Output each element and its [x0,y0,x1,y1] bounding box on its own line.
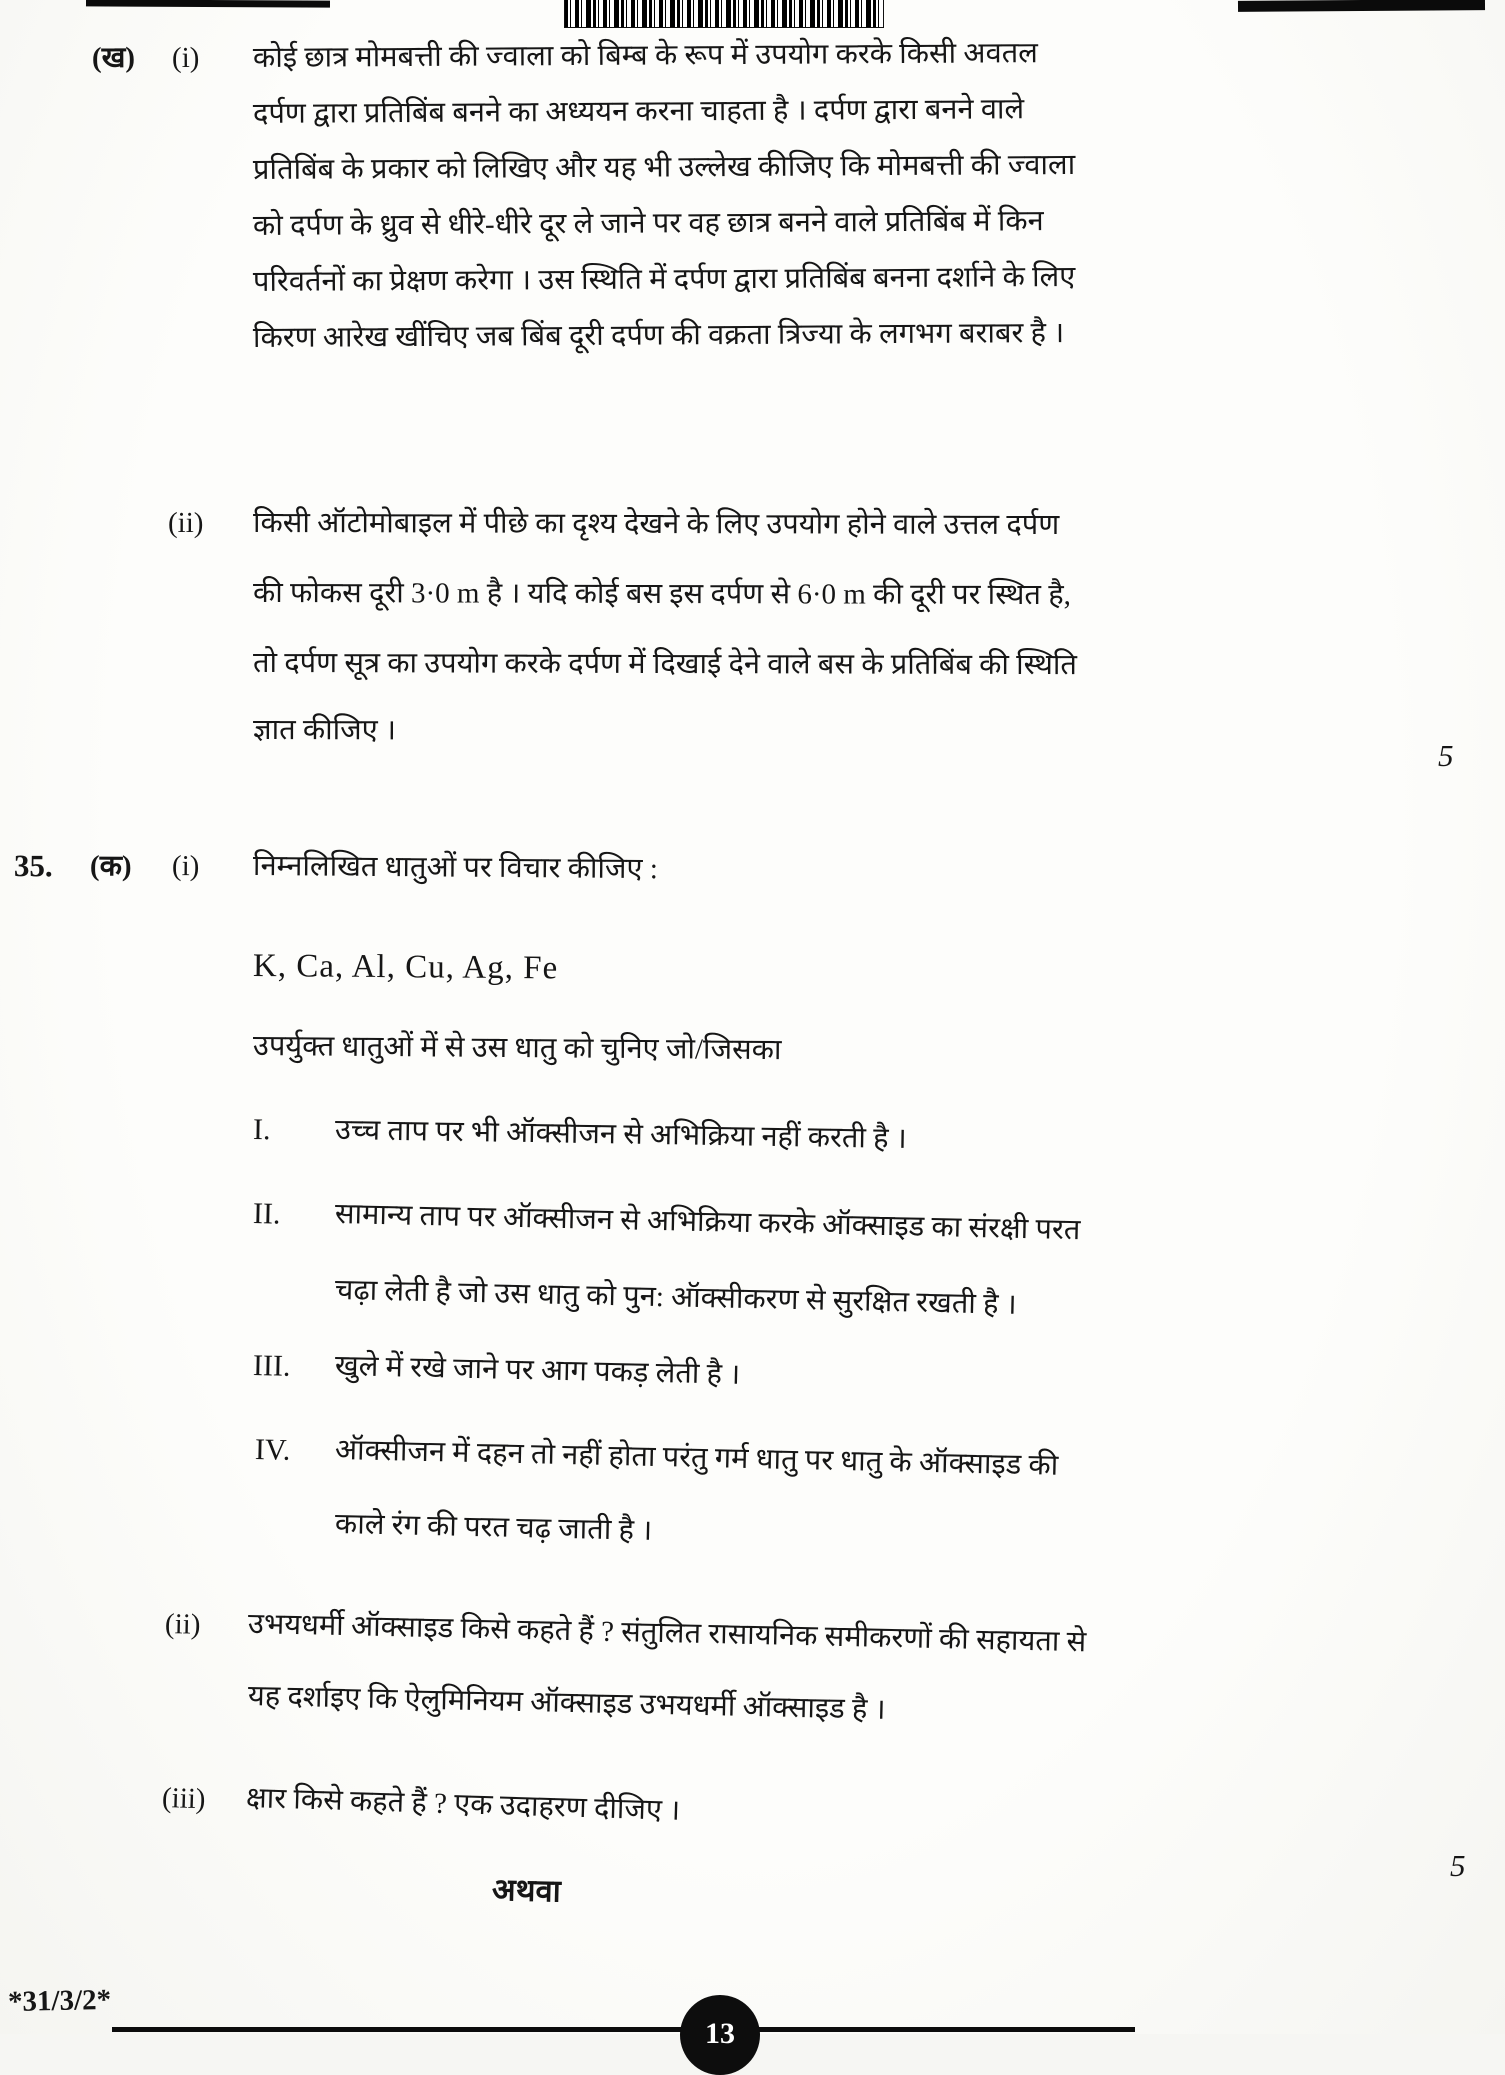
q34b-i-line-3: प्रतिबिंब के प्रकार को लिखिए और यह भी उल्लेख कीजिए कि मोमबत्ती की ज्वाला [252,148,1076,186]
q35-item-III-label: III. [252,1349,291,1383]
q35-item-I-label: I. [252,1113,271,1147]
q34b-i-line-6: किरण आरेख खींचिए जब बिंब दूरी दर्पण की वक्रता त्रिज्या के लगभग बराबर है । [252,317,1065,354]
marks-badge-2: 5 [1450,1848,1466,1883]
q35-i-metal-list: K, Ca, Al, Cu, Ag, Fe [252,948,559,987]
q35-item-II-label: II. [252,1197,281,1231]
q35-item-IV-line-2: काले रंग की परत चढ़ जाती है । [334,1508,653,1547]
q34b-ii-label: (ii) [167,507,204,540]
scan-artifact-top-left [86,0,330,8]
q34b-ii-line-4: ज्ञात कीजिए । [252,714,397,747]
q34b-i-line-5: परिवर्तनों का प्रेक्षण करेगा । उस स्थिति में दर्पण द्वारा प्रतिबिंब बनना दर्शाने के लिए [252,260,1076,298]
marks-badge-1: 5 [1438,738,1454,773]
page-number: 13 [705,2017,735,2050]
q35-section-label: (क) [89,850,132,883]
q34b-i-line-2: दर्पण द्वारा प्रतिबिंब बनने का अध्ययन करना चाहता है । दर्पण द्वारा बनने वाले [252,93,1025,130]
paper-code: *31/3/2* [7,1983,112,2018]
barcode [565,0,883,27]
page-number-circle [680,1995,760,2075]
q35-item-II-line-1: सामान्य ताप पर ऑक्सीजन से अभिक्रिया करके ऑक्साइड का संरक्षी परत [334,1198,1081,1247]
q35-ii-line-2: यह दर्शाइए कि ऐलुमिनियम ऑक्साइड उभयधर्मी ऑक्साइड है । [247,1680,886,1726]
q35-number: 35. [13,848,53,884]
q35-i-label: (i) [171,850,200,883]
q34b-ii-line-3: तो दर्पण सूत्र का उपयोग करके दर्पण में दिखाई देने वाले बस के प्रतिबिंब की स्थिति [252,647,1078,682]
q35-item-II-line-2: चढ़ा लेती है जो उस धातु को पुन: ऑक्सीकरण से सुरक्षित रखती है । [334,1274,1018,1321]
q35-item-IV-line-1: ऑक्सीजन में दहन तो नहीं होता परंतु गर्म धातु पर धातु के ऑक्साइड की [334,1434,1059,1482]
q35-item-III-line-1: खुले में रखे जाने पर आग पकड़ लेती है । [334,1350,741,1391]
q35-iii-label: (iii) [161,1782,206,1816]
q35-i-choose: उपर्युक्त धातुओं में से उस धातु को चुनिए जो/जिसका [252,1030,782,1067]
q34b-label: (ख) [91,41,136,74]
q34b-ii-line-1: किसी ऑटोमोबाइल में पीछे का दृश्य देखने के लिए उपयोग होने वाले उत्तल दर्पण [252,507,1060,542]
q35-iii-line-1: क्षार किसे कहते हैं ? एक उदाहरण दीजिए । [245,1782,681,1827]
q34b-i-label: (i) [171,41,200,74]
scan-artifact-top-right [1238,0,1485,12]
q34b-i-line-4: को दर्पण के ध्रुव से धीरे-धीरे दूर ले जाने पर वह छात्र बनने वाले प्रतिबिंब में किन [252,205,1044,242]
q35-ii-line-1: उभयधर्मी ऑक्साइड किसे कहते हैं ? संतुलित रासायनिक समीकरणों की सहायता से [247,1608,1087,1659]
q35-ii-label: (ii) [164,1608,201,1641]
scan-artifact-bottom-line [112,2027,1135,2032]
q35-item-IV-label: IV. [254,1433,291,1467]
q34b-i-line-1: कोई छात्र मोमबत्ती की ज्वाला को बिम्ब के रूप में उपयोग करके किसी अवतल [252,37,1038,74]
q35-item-I-line-1: उच्च ताप पर भी ऑक्सीजन से अभिक्रिया नहीं करती है । [334,1114,908,1155]
or-separator: अथवा [491,1872,562,1909]
q35-i-intro: निम्नलिखित धातुओं पर विचार कीजिए : [252,850,658,886]
q34b-ii-line-2: की फोकस दूरी 3·0 m है । यदि कोई बस इस दर्पण से 6·0 m की दूरी पर स्थित है, [252,577,1071,612]
